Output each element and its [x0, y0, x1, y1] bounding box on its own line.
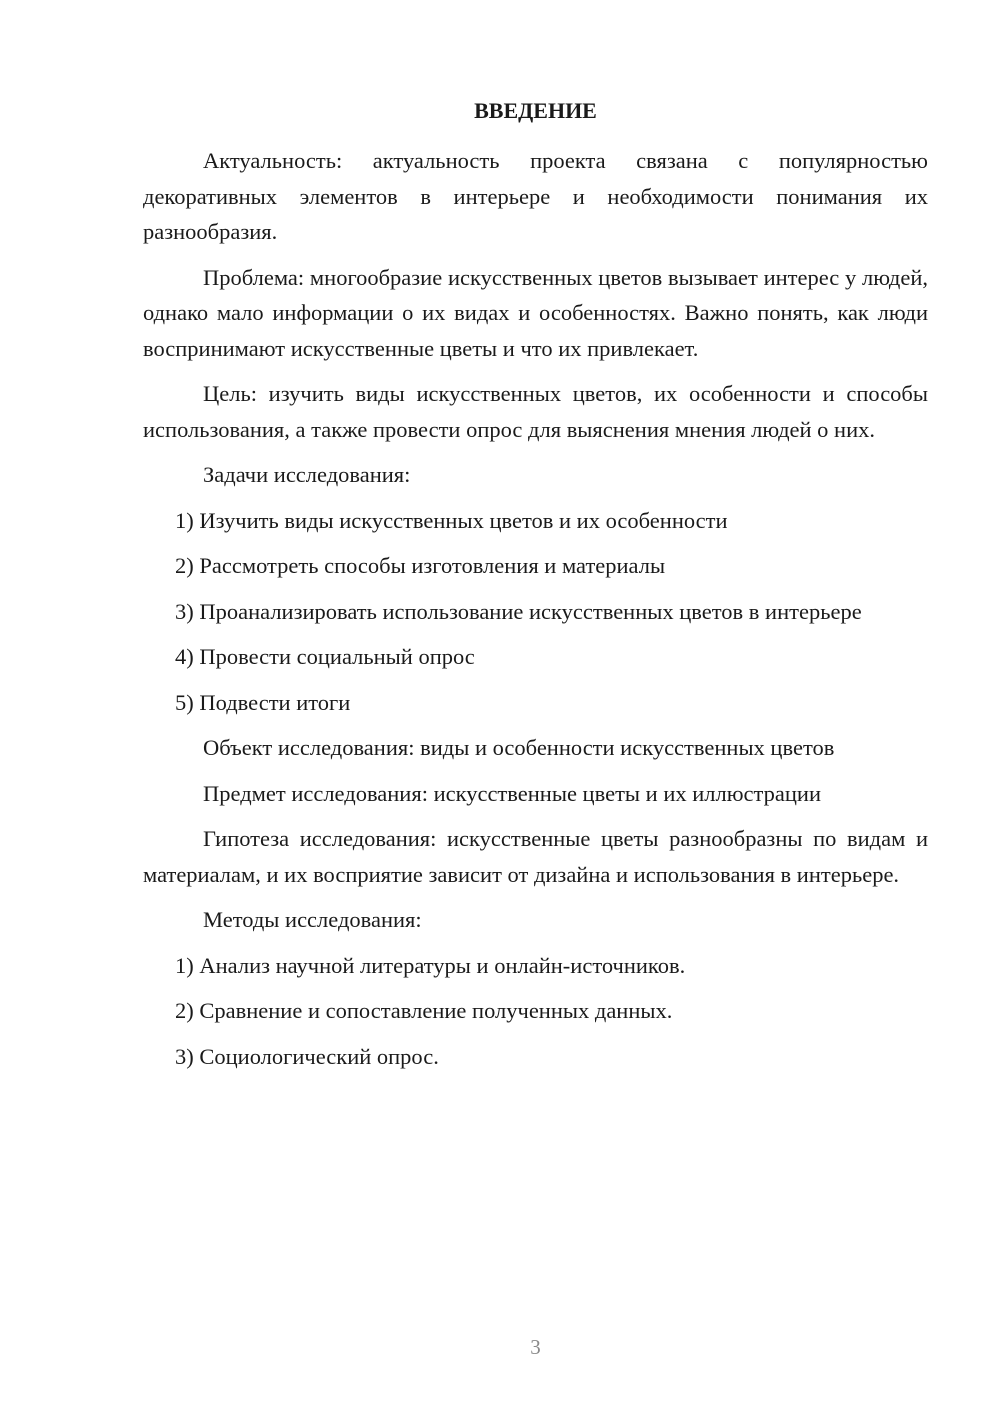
paragraph-tasks-title: Задачи исследования: [203, 462, 411, 487]
paragraph-object: Объект исследования: виды и особенности искусственных цветов [203, 735, 835, 760]
paragraph-methods-title: Методы исследования: [203, 907, 422, 932]
paragraph-goal: Цель: изучить виды искусственных цветов, их особенности и способы использования, а также провести опрос для выяснения мнения людей о них. [143, 381, 928, 442]
body-text [143, 143, 928, 1074]
list-item-task-1: 1) Изучить виды искусственных цветов и их особенности [175, 507, 728, 533]
section-heading: ВВЕДЕНИЕ [474, 98, 597, 123]
list-item-task-4: 4) Провести социальный опрос [175, 644, 475, 669]
list-item-task-3: 3) Проанализировать использование искусственных цветов в интерьере [175, 598, 862, 624]
page-number: 3 [530, 1335, 541, 1359]
list-item-method-1: 1) Анализ научной литературы и онлайн-источников. [175, 952, 686, 978]
paragraph-problem: Проблема: многообразие искусственных цветов вызывает интерес у людей, однако мало информации о их видах и особенностях. Важно понять, как люди воспринимают искусственные цветы и что их привлекает. [143, 264, 928, 361]
paragraph-relevance: Актуальность: актуальность проекта связана с популярностью декоративных элементов в интерьере и необходимости понимания их разнообразия. [143, 148, 928, 244]
paragraph-hypothesis: Гипотеза исследования: искусственные цветы разнообразны по видам и материалам, и их восприятие зависит от дизайна и использования в интерьере. [143, 826, 928, 887]
list-item-method-2: 2) Сравнение и сопоставление полученных данных. [175, 998, 673, 1023]
list-item-task-2: 2) Рассмотреть способы изготовления и материалы [175, 553, 666, 578]
list-item-task-5: 5) Подвести итоги [175, 689, 351, 715]
paragraph-subject: Предмет исследования: искусственные цветы и их иллюстрации [203, 780, 821, 806]
document-page [143, 0, 928, 1414]
list-item-method-3: 3) Социологический опрос. [175, 1043, 439, 1069]
